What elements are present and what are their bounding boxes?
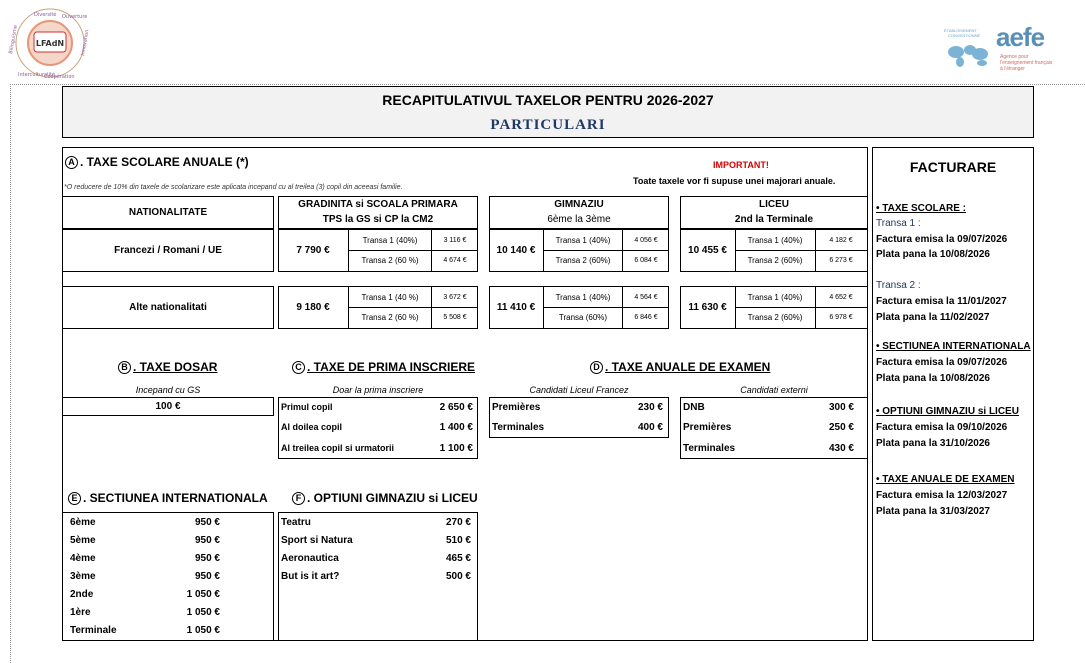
list-item: Al treilea copil si urmatorii 1 100 € <box>281 443 473 454</box>
list-item: But is it art? 500 € <box>281 571 471 582</box>
list-item: Teatru 270 € <box>281 517 471 528</box>
important-label: IMPORTANT! <box>713 160 769 170</box>
list-item: Primul copil 2 650 € <box>281 402 473 413</box>
section-b-note: Incepand cu GS <box>135 385 201 395</box>
section-e-title: E . SECTIUNEA INTERNATIONALA <box>68 491 268 505</box>
list-item: Terminales 430 € <box>683 443 854 454</box>
col-nationalitate: NATIONALITATE <box>62 196 274 229</box>
section-a-note: *O reducere de 10% din taxele de scolarizare este aplicata incepand cu al treilea (3) copil din aceeasi familie. <box>64 184 403 191</box>
facturare-title: FACTURARE <box>909 159 997 175</box>
aefe-logo: ÉTABLISSEMENT CONVENTIONNÉ aefe Agence pour l'enseignement français à l'étranger <box>944 22 1053 72</box>
row-francezi-label: Francezi / Romani / UE <box>62 229 274 272</box>
fact-taxe-scolare: • TAXE SCOLARE : <box>876 203 966 214</box>
world-map-icon <box>946 42 990 68</box>
section-c-note: Doar la prima inscriere <box>332 385 424 395</box>
list-item: Al doilea copil 1 400 € <box>281 422 473 433</box>
list-item: Premières 250 € <box>683 422 854 433</box>
svg-text:Interculturalité: Interculturalité <box>18 72 55 78</box>
aefe-wordmark: aefe <box>996 22 1045 52</box>
taxe-dosar-value: 100 € <box>62 397 274 416</box>
list-item: 6ème 950 € <box>70 517 220 528</box>
fact-examen: • TAXE ANUALE DE EXAMEN <box>876 474 1015 485</box>
list-item: Premières 230 € <box>492 402 663 413</box>
lfadn-logo <box>4 4 96 82</box>
list-item: Sport si Natura 510 € <box>281 535 471 546</box>
list-item: 4ème 950 € <box>70 553 220 564</box>
list-item: Aeronautica 465 € <box>281 553 471 564</box>
section-b-title: B . TAXE DOSAR <box>118 360 217 374</box>
title-box <box>62 86 1034 138</box>
list-item: 3ème 950 € <box>70 571 220 582</box>
svg-text:Coopération: Coopération <box>44 74 75 80</box>
page-subtitle: PARTICULARI <box>490 117 606 133</box>
list-item: DNB 300 € <box>683 402 854 413</box>
section-f-title: F . OPTIUNI GIMNAZIU si LICEU <box>292 491 478 505</box>
list-item: Terminale 1 050 € <box>70 625 220 636</box>
fact-transa1: Transa 1 : <box>876 218 921 229</box>
row-alte-label: Alte nationalitati <box>62 286 274 329</box>
section-c-title: C . TAXE DE PRIMA INSCRIERE <box>292 360 475 374</box>
svg-text:Innovation: Innovation <box>80 29 91 57</box>
list-item: 5ème 950 € <box>70 535 220 546</box>
important-text: Toate taxele vor fi supuse unei majorari anuale. <box>633 176 836 186</box>
fact-optiuni: • OPTIUNI GIMNAZIU si LICEU <box>876 406 1019 417</box>
section-d-title: D . TAXE ANUALE DE EXAMEN <box>590 360 770 374</box>
facturare-box: FACTURARE • TAXE SCOLARE : Transa 1 : Factura emisa la 09/07/2026 Plata pana la 10/08/2026 Transa 2 : Factura emisa la 11/01/2027 Plata pana la 11/02/2027 • SECTIUNEA INTERNATIONALA Factura emisa la 09/07/2026 Plata pana la 10/08/2026 • OPTIUNI GIMNAZIU si LICEU Factura emisa la 09/10/2026 Plata pana la 31/10/2026 • TAXE ANUALE DE EXAMEN Factura emisa la 12/03/2027 Plata pana la 31/03/2027 <box>872 147 1034 641</box>
list-item: Terminales 400 € <box>492 422 663 433</box>
list-item: 1ère 1 050 € <box>70 607 220 618</box>
svg-text:Bilinguisme: Bilinguisme <box>8 24 20 55</box>
section-a-title: A . TAXE SCOLARE ANUALE (*) <box>65 155 249 169</box>
list-item: 2nde 1 050 € <box>70 589 220 600</box>
svg-text:Diversité: Diversité <box>34 12 57 18</box>
lfadn-logo-text: LFAdN <box>35 39 65 48</box>
fact-sectiunea: • SECTIUNEA INTERNATIONALA <box>876 341 1031 352</box>
svg-text:Ouverture: Ouverture <box>62 14 88 20</box>
fact-transa2: Transa 2 : <box>876 280 921 291</box>
page-title: RECAPITULATIVUL TAXELOR PENTRU 2026-2027 <box>382 92 714 108</box>
